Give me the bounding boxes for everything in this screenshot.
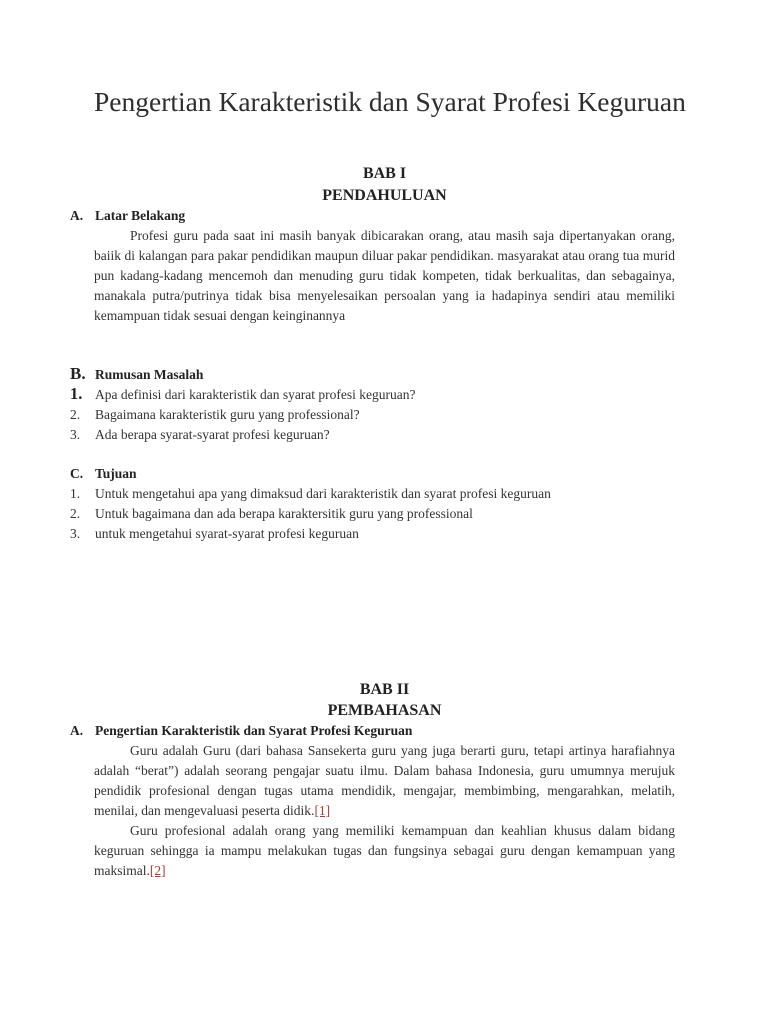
list-number: 3. — [70, 427, 81, 442]
section-title: Latar Belakang — [95, 208, 186, 223]
paragraph-text: Guru profesional adalah orang yang memiliki kemampuan dan keahlian khusus dalam bidang keguruan sehingga ia mampu melakukan tugas dan fungsinya sebagai guru dengan kemampuan yang maksimal. — [94, 823, 675, 878]
list-item — [70, 384, 676, 405]
list-text: Apa definisi dari karakteristik dan syarat profesi keguruan? — [95, 387, 416, 402]
latar-belakang-paragraph: Profesi guru pada saat ini masih banyak dibicarakan orang, atau masih saja dipertanyakan orang, baiik di kalangan para pakar pendidikan maupun diluar pakar pendidikan. masyarakat atau orang tua murid pun kadang-kadang mencemoh dan menuding guru tidak kompeten, tidak berkualitas, dan sebagainya, manakala putra/putrinya tidak bisa menyelesaikan persoalan yang ia hadapinya sendiri atau memiliki kemampuan tidak sesuai dengan keinginannya — [94, 228, 675, 323]
section-label: A. — [70, 208, 84, 223]
section-label: C. — [70, 466, 84, 481]
tujuan-list — [70, 484, 676, 544]
section-title: Tujuan — [95, 466, 137, 481]
bab1-heading: BAB I — [362, 165, 407, 182]
bab2-subheading: PEMBAHASAN — [327, 702, 442, 719]
list-text: Ada berapa syarat-syarat profesi keguruan? — [95, 427, 330, 442]
rumusan-list — [70, 384, 676, 445]
section-label: B. — [70, 364, 86, 383]
footnote-link-2[interactable]: [2] — [149, 863, 166, 878]
list-number: 3. — [70, 526, 81, 541]
list-item — [70, 504, 676, 524]
footnote-link-1[interactable]: [1] — [314, 803, 331, 818]
list-text: Untuk bagaimana dan ada berapa karaktersitik guru yang professional — [95, 506, 473, 521]
section-title: Rumusan Masalah — [95, 367, 204, 382]
list-number: 2. — [70, 506, 81, 521]
list-item — [70, 405, 676, 425]
list-text: Untuk mengetahui apa yang dimaksud dari karakteristik dan syarat profesi keguruan — [95, 486, 551, 501]
list-item — [70, 425, 676, 445]
list-number: 1. — [70, 384, 83, 403]
list-item — [70, 524, 676, 544]
list-text: untuk mengetahui syarat-syarat profesi keguruan — [95, 526, 359, 541]
section-pengertian — [70, 721, 676, 741]
bab2-heading: BAB II — [359, 681, 410, 698]
list-number: 1. — [70, 486, 81, 501]
bab1-subheading: PENDAHULUAN — [322, 187, 447, 204]
section-latar-belakang — [70, 206, 676, 226]
pengertian-paragraph-1 — [94, 741, 675, 821]
list-item — [70, 484, 676, 504]
section-rumusan-masalah — [70, 364, 676, 385]
section-label: A. — [70, 723, 84, 738]
section-title: Pengertian Karakteristik dan Syarat Profesi Keguruan — [95, 723, 413, 738]
paragraph-text: Guru adalah Guru (dari bahasa Sansekerta guru yang juga berarti guru, tetapi artinya harafiahnya adalah “berat”) adalah seorang pengajar suatu ilmu. Dalam bahasa Indonesia, guru umumnya merujuk pendidik profesional dengan tugas utama mendidik, mengajar, membimbing, mengarahkan, melatih, menilai, dan mengevaluasi peserta didik. — [94, 743, 675, 818]
document-title: Pengertian Karakteristik dan Syarat Profesi Keguruan — [94, 86, 686, 117]
list-text: Bagaimana karakteristik guru yang professional? — [95, 407, 360, 422]
pengertian-paragraph-2 — [94, 821, 675, 881]
list-number: 2. — [70, 407, 81, 422]
section-tujuan — [70, 464, 676, 484]
